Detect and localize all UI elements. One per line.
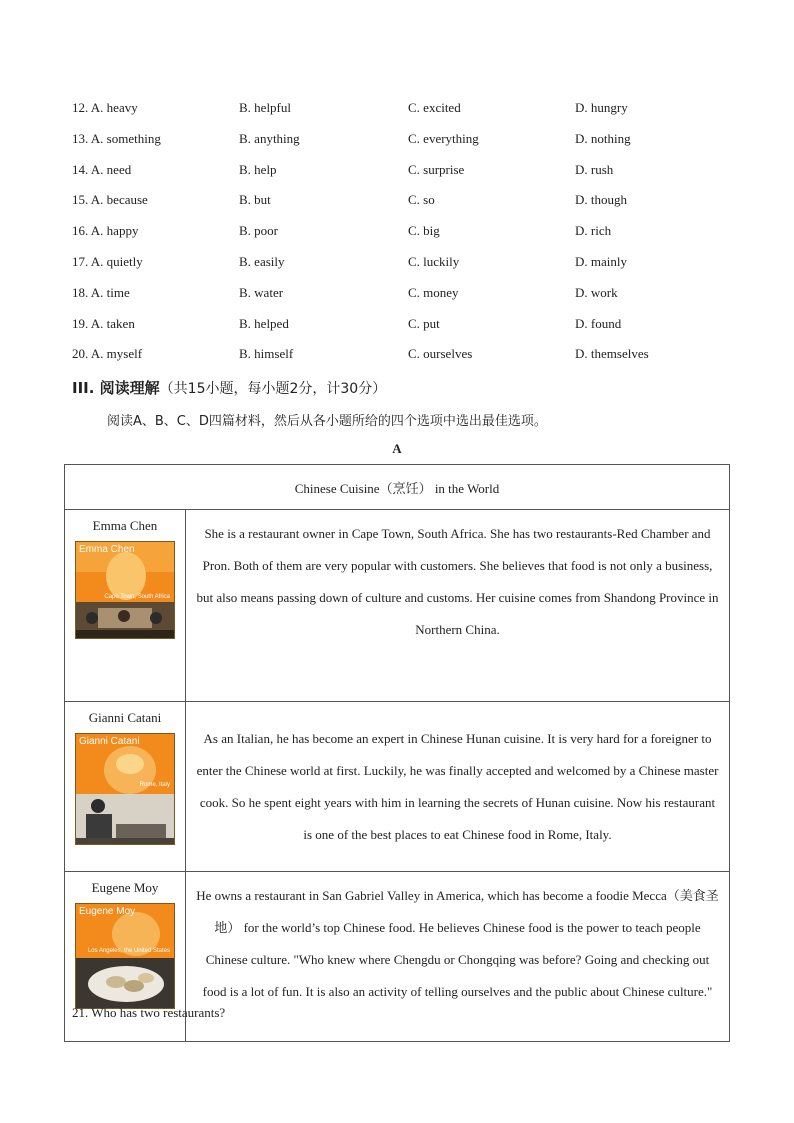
section-instruction: 阅读A、B、C、D四篇材料，然后从各小题所给的四个选项中选出最佳选项。 xyxy=(107,414,547,429)
option-a: 13. A. something xyxy=(72,130,161,146)
option-d: D. mainly xyxy=(575,253,627,269)
option-d: D. hungry xyxy=(575,100,628,115)
passage-letter: A xyxy=(392,441,402,456)
option-b: B. help xyxy=(239,161,277,177)
person-name: Gianni Catani xyxy=(88,710,162,725)
photo-location: Los Angeles, the United States xyxy=(87,948,170,954)
option-a: 20. A. myself xyxy=(72,346,143,362)
table-title: Chinese Cuisine（烹饪） in the World xyxy=(65,465,730,510)
option-row xyxy=(72,316,732,347)
option-d: D. though xyxy=(575,192,627,208)
option-b: B. easily xyxy=(239,253,285,269)
option-c: C. money xyxy=(408,284,459,300)
option-b: B. himself xyxy=(239,346,294,362)
person-photo xyxy=(75,903,175,1009)
option-a: 17. A. quietly xyxy=(72,253,143,269)
option-c: C. excited xyxy=(408,100,461,115)
person-photo xyxy=(75,541,175,639)
option-b: B. but xyxy=(239,192,271,208)
person-description: She is a restaurant owner in Cape Town, South Africa. She has two restaurants-Red Chamber and Pron. Both of them are very popular with customers. She believes that food is not only a business, but also means passing down of culture and customs. Her cuisine comes from Shandong Province in Northern China. xyxy=(186,510,730,702)
option-row xyxy=(72,254,732,285)
photo-caption: Eugene Moy xyxy=(79,906,136,917)
option-b: B. anything xyxy=(239,130,300,146)
option-row xyxy=(72,192,732,223)
cuisine-table xyxy=(64,464,730,1042)
option-a: 16. A. happy xyxy=(72,223,139,239)
option-row xyxy=(72,100,732,131)
option-a: 12. A. heavy xyxy=(72,100,138,115)
option-c: C. everything xyxy=(408,130,479,146)
person-cell xyxy=(65,702,186,872)
option-b: B. water xyxy=(239,284,284,300)
option-b: B. poor xyxy=(239,223,278,239)
photo-location: Rome, Italy xyxy=(139,782,170,788)
table-title-row xyxy=(65,465,730,510)
option-c: C. so xyxy=(408,192,435,208)
option-d: D. themselves xyxy=(575,346,649,362)
question-21: 21. Who has two restaurants? xyxy=(72,1005,226,1020)
option-a: 19. A. taken xyxy=(72,315,135,331)
option-row xyxy=(72,223,732,254)
option-c: C. luckily xyxy=(408,253,460,269)
option-d: D. nothing xyxy=(575,130,631,146)
option-b: B. helped xyxy=(239,315,289,331)
option-d: D. work xyxy=(575,284,618,300)
option-a: 15. A. because xyxy=(72,192,148,208)
section-heading xyxy=(72,377,386,398)
photo-image xyxy=(76,542,174,638)
option-d: D. rush xyxy=(575,161,614,177)
option-c: C. surprise xyxy=(408,161,465,177)
option-a: 14. A. need xyxy=(72,161,132,177)
table-row xyxy=(65,510,730,702)
section-score-note: （共15小题，每小题2分，计30分） xyxy=(159,381,387,397)
table-row xyxy=(65,702,730,872)
person-description: He owns a restaurant in San Gabriel Valley in America, which has become a foodie Mecca（美食圣地） for the world’s top Chinese food. He believes Chinese food is the power to teach people Chinese culture. "Who knew where Chengdu or Chongqing was before? Going and checking out food is a lot of fun. It is also an activity of telling ourselves and the public about Chinese culture." xyxy=(186,872,730,1042)
person-photo xyxy=(75,733,175,845)
option-row xyxy=(72,346,732,377)
person-name: Eugene Moy xyxy=(91,880,159,895)
option-a: 18. A. time xyxy=(72,284,130,300)
option-row xyxy=(72,131,732,162)
options-list xyxy=(72,100,732,377)
person-name: Emma Chen xyxy=(92,518,158,533)
option-b: B. helpful xyxy=(239,100,291,115)
photo-caption: Gianni Catani xyxy=(79,736,140,747)
option-row xyxy=(72,162,732,193)
person-cell xyxy=(65,510,186,702)
photo-image xyxy=(76,734,174,844)
option-d: D. found xyxy=(575,315,622,331)
option-c: C. ourselves xyxy=(408,346,473,362)
option-c: C. put xyxy=(408,315,440,331)
photo-image xyxy=(76,904,174,1008)
photo-location: Cape Town, South Africa xyxy=(104,594,170,600)
option-d: D. rich xyxy=(575,223,612,239)
option-row xyxy=(72,285,732,316)
photo-caption: Emma Chen xyxy=(79,544,135,555)
section-title: III. 阅读理解 xyxy=(72,379,160,397)
option-c: C. big xyxy=(408,223,440,239)
person-description: As an Italian, he has become an expert in Chinese Hunan cuisine. It is very hard for a foreigner to enter the Chinese world at first. Luckily, he was finally accepted and welcomed by a Chinese master cook. So he spent eight years with him in learning the secrets of Hunan cuisine. Now his restaurant is one of the best places to eat Chinese food in Rome, Italy. xyxy=(186,702,730,872)
